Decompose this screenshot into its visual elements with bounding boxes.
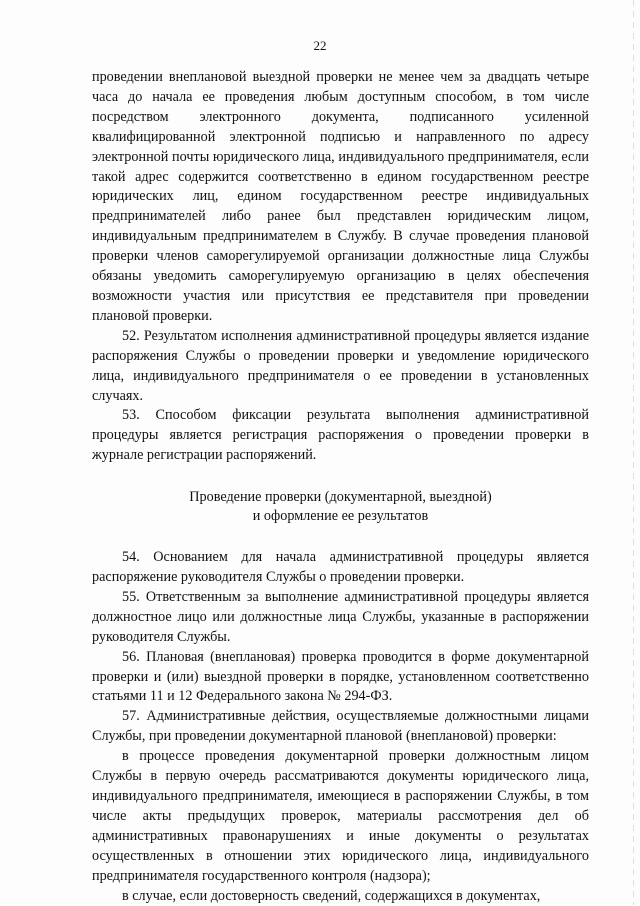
paragraph-57: 57. Административные действия, осуществляемые должностными лицами Службы, при проведении документарной плановой (внеплановой) проверки: [92,708,589,745]
scan-edge [633,0,634,905]
paragraph-57-item-2: в случае, если достоверность сведений, содержащихся в документах, [122,887,541,904]
paragraph-53: 53. Способом фиксации результата выполнения административной процедуры является регистрация распоряжения о проведении проверки в журнале регистрации распоряжений. [92,407,589,464]
paragraph-56: 56. Плановая (внеплановая) проверка проводится в форме документарной проверки и (или) выездной проверки в порядке, установленном соответственно статьями 11 и 12 Федерального закона № 294-ФЗ. [92,648,589,705]
document-body [92,68,589,906]
page-number: 22 [313,38,327,53]
paragraph-52: 52. Результатом исполнения административной процедуры является издание распоряжения Службы о проведении проверки и уведомление юридического лица, индивидуального предпринимателя о ее проведении в установленных случаях. [92,327,589,404]
paragraph-55: 55. Ответственным за выполнение административной процедуры является должностное лицо или должностные лица Службы, указанные в распоряжении руководителя Службы. [92,588,589,645]
paragraph-54: 54. Основанием для начала административной процедуры является распоряжение руководителя Службы о проведении проверки. [92,549,589,586]
section-heading-line-2: и оформление ее результатов [252,508,429,525]
section-heading-line-1: Проведение проверки (документарной, выездной) [189,489,492,506]
paragraph-57-item-1: в процессе проведения документарной проверки должностным лицом Службы в первую очередь рассматриваются документы юридического лица, индивидуального предпринимателя, имеющиеся в распоряжении Службы, в том числе акты предыдущих проверок, материалы рассмотрения дел об административных правонарушениях и иные документы о результатах осуществленных в отношении этих юридического лица, индивидуального предпринимателя государственного контроля (надзора); [92,748,589,884]
section-heading [92,488,589,526]
paragraph-continuation: проведении внеплановой выездной проверки не менее чем за двадцать четыре часа до начала ее проведения любым доступным способом, в том числе посредством электронного документа, подписанного усиленной квалифицированной электронной подписью и направленного по адресу электронной почты юридического лица, индивидуального предпринимателя, если такой адрес содержится соответственно в едином государственном реестре юридических лиц, едином государственном реестре индивидуальных предпринимателей либо ранее был представлен юридическим лицом, индивидуальным предпринимателем в Службу. В случае проведения плановой проверки членов саморегулируемой организации должностные лица Службы обязаны уведомить саморегулируемую организацию в целях обеспечения возможности участия или присутствия ее представителя при проведении плановой проверки. [92,69,589,324]
